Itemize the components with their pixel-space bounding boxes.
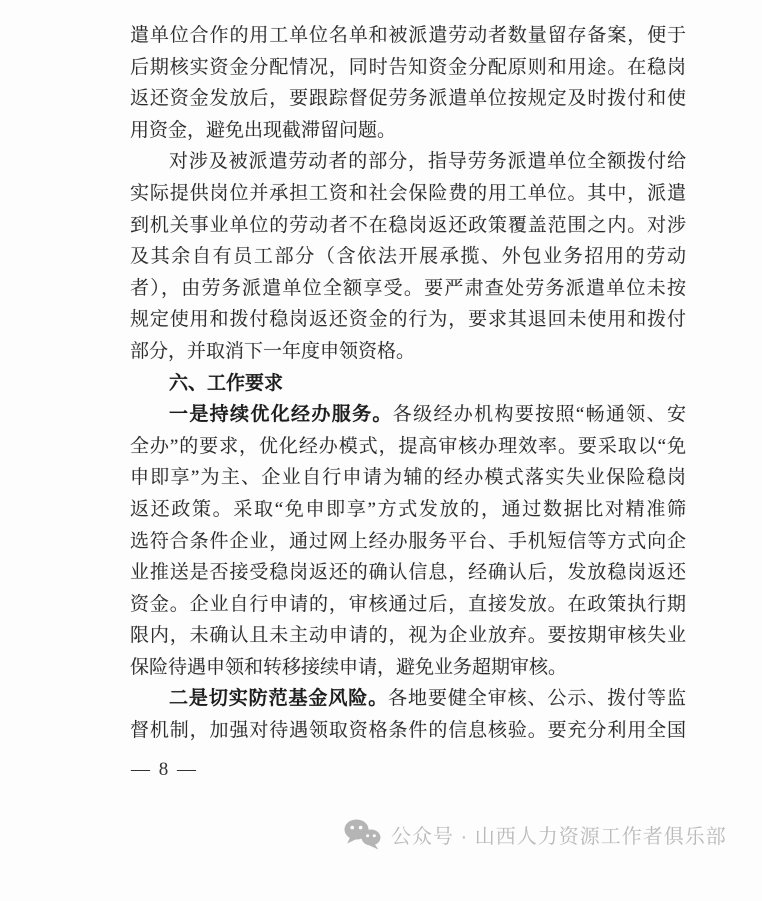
body-line <box>130 683 686 715</box>
watermark-text: 公众号 · 山西人力资源工作者俱乐部 <box>391 826 727 848</box>
section-heading: 六、工作要求 <box>169 372 284 394</box>
body-line: 业推送是否接受稳岗返还的确认信息，经确认后，发放稳岗返还 <box>130 562 686 584</box>
body-line: 督机制，加强对待遇领取资格条件的信息核验。要充分利用全国 <box>130 720 686 742</box>
paragraph-lead-rest: 各级经办机构要按照“畅通领、安 <box>392 404 686 426</box>
body-line: 遣单位合作的用工单位名单和被派遣劳动者数量留存备案，便于 <box>130 25 686 46</box>
body-line: 返还资金发放后，要跟踪督促劳务派遣单位按规定及时拨付和使 <box>130 88 686 110</box>
paragraph-lead-bold: 一是持续优化经办服务。 <box>169 404 393 426</box>
body-line <box>130 399 686 431</box>
body-line: 申即享”为主、企业自行申请为辅的经办模式落实失业保险稳岗 <box>130 467 686 489</box>
body-line: 选符合条件企业，通过网上经办服务平台、手机短信等方式向企 <box>130 530 686 552</box>
body-line: 资金。企业自行申请的，审核通过后，直接发放。在政策执行期 <box>130 593 686 615</box>
body-line: 规定使用和拨付稳岗返还资金的行为，要求其退回未使用和拨付 <box>130 309 686 331</box>
body-line: 实际提供岗位并承担工资和社会保险费的用工单位。其中，派遣 <box>130 182 686 204</box>
body-line: 后期核实资金分配情况，同时告知资金分配原则和用途。在稳岗 <box>130 56 686 78</box>
body-line: 部分，并取消下一年度申领资格。 <box>130 340 416 362</box>
page-number: — 8 — <box>131 759 198 780</box>
document-body <box>130 20 686 747</box>
body-line: 对涉及被派遣劳动者的部分，指导劳务派遣单位全额拨付给 <box>169 151 686 173</box>
body-line: 全办”的要求，优化经办模式，提高审核办理效率。要采取以“免 <box>130 435 686 457</box>
wechat-icon <box>343 818 382 851</box>
watermark <box>343 818 727 851</box>
body-line: 者），由劳务派遣单位全额享受。要严肃查处劳务派遣单位未按 <box>130 277 686 299</box>
body-line: 返还政策。采取“免申即享”方式发放的，通过数据比对精准筛 <box>130 498 686 520</box>
body-line: 到机关事业单位的劳动者不在稳岗返还政策覆盖范围之内。对涉 <box>130 214 686 236</box>
body-line: 限内，未确认且未主动申请的，视为企业放弃。要按期审核失业 <box>130 625 686 647</box>
body-line: 及其余自有员工部分（含依法开展承揽、外包业务招用的劳动 <box>130 246 686 268</box>
paragraph-lead-bold: 二是切实防范基金风险。 <box>169 688 389 710</box>
paragraph-lead-rest: 各地要健全审核、公示、拨付等监 <box>388 688 686 710</box>
body-line: 用资金，避免出现截滞留问题。 <box>130 119 397 141</box>
body-line: 保险待遇申领和转移接续申请，避免业务超期审核。 <box>130 656 568 678</box>
